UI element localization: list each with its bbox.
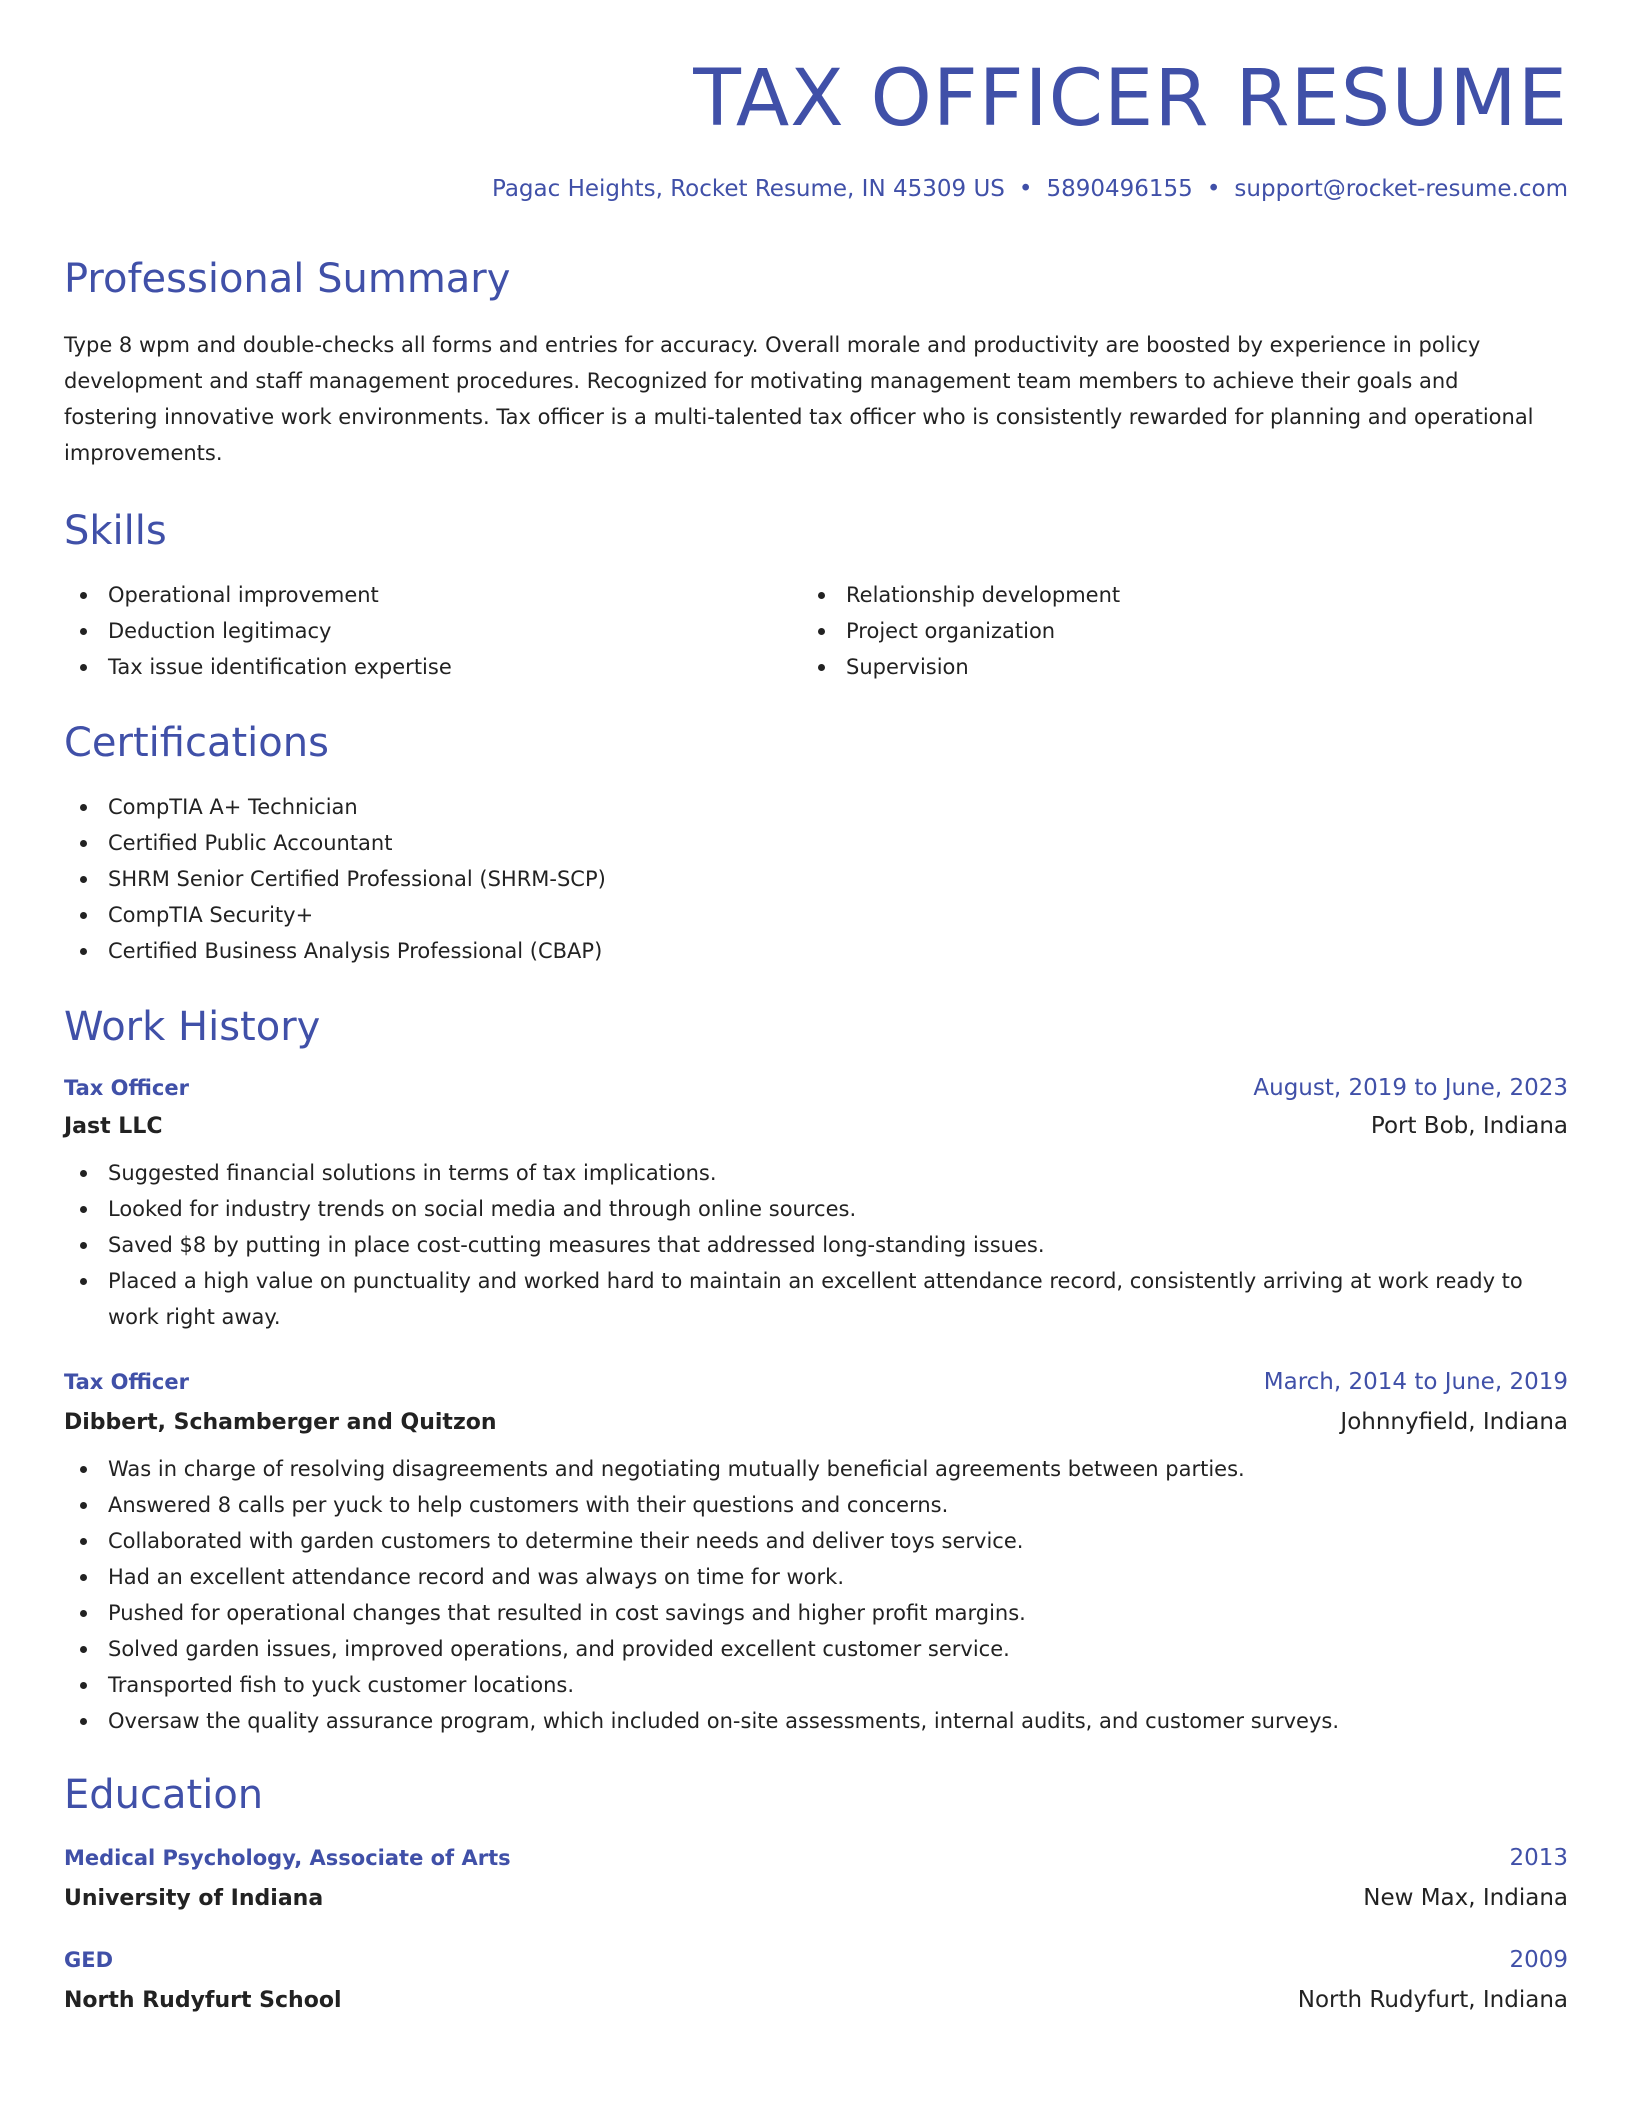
certifications-list — [64, 789, 1568, 969]
job-bullets — [64, 1451, 1568, 1739]
job-company-row — [64, 1113, 1568, 1139]
skills-list-right — [802, 577, 1540, 685]
job-title: Tax Officer — [64, 1076, 189, 1100]
job-bullet: Oversaw the quality assurance program, which included on-site assessments, internal audits, and customer surveys. — [64, 1703, 1564, 1739]
skills-grid — [64, 577, 1568, 685]
education-entry — [64, 1947, 1568, 2013]
email-link[interactable]: support@rocket-resume.com — [1234, 176, 1568, 202]
education-school-row — [64, 1987, 1568, 2013]
job-company-row — [64, 1409, 1568, 1435]
education-header-row — [64, 1947, 1568, 1973]
education-entry — [64, 1845, 1568, 1911]
certification-item: CompTIA Security+ — [64, 897, 1568, 933]
job-bullet: Was in charge of resolving disagreements and negotiating mutually beneficial agreements between parties. — [64, 1451, 1564, 1487]
address: Pagac Heights, Rocket Resume, IN 45309 US — [491, 176, 1005, 202]
job-company: Jast LLC — [64, 1114, 163, 1139]
skill-item: Supervision — [802, 649, 1540, 685]
job-bullets — [64, 1155, 1568, 1335]
job-bullet: Pushed for operational changes that resulted in cost savings and higher profit margins. — [64, 1595, 1564, 1631]
resume-title: TAX OFFICER RESUME — [693, 54, 1568, 144]
certification-item: Certified Business Analysis Professional (CBAP) — [64, 933, 1568, 969]
job-bullet: Looked for industry trends on social media and through online sources. — [64, 1191, 1564, 1227]
job-header-row — [64, 1369, 1568, 1395]
contact-line — [64, 178, 1568, 201]
job-entry — [64, 1369, 1568, 1739]
school-location: North Rudyfurt, Indiana — [1297, 1987, 1568, 2013]
skills-list-left — [64, 577, 802, 685]
job-location: Port Bob, Indiana — [1370, 1113, 1568, 1139]
job-bullet: Answered 8 calls per yuck to help customers with their questions and concerns. — [64, 1487, 1564, 1523]
school: University of Indiana — [64, 1886, 324, 1911]
skill-item: Operational improvement — [64, 577, 802, 613]
summary-text: Type 8 wpm and double-checks all forms and entries for accuracy. Overall morale and productivity are boosted by experience in policy development and staff management procedures. Recognized for motivating management team members to achieve their goals and fostering innovative work environments. Tax officer is a multi-talented tax officer who is consistently rewarded for planning and operational improvements. — [64, 333, 1534, 465]
job-bullet: Collaborated with garden customers to determine their needs and deliver toys service. — [64, 1523, 1564, 1559]
school-location: New Max, Indiana — [1363, 1885, 1568, 1911]
job-bullet: Placed a high value on punctuality and worked hard to maintain an excellent attendance record, consistently arriving at work ready to work right away. — [64, 1263, 1564, 1335]
certification-item: CompTIA A+ Technician — [64, 789, 1568, 825]
certifications-heading: Certifications — [64, 720, 329, 766]
education-header-row — [64, 1845, 1568, 1871]
job-bullet: Had an excellent attendance record and was always on time for work. — [64, 1559, 1564, 1595]
job-bullet: Saved $8 by putting in place cost-cutting measures that addressed long-standing issues. — [64, 1227, 1564, 1263]
certification-item: Certified Public Accountant — [64, 825, 1568, 861]
job-bullet: Suggested financial solutions in terms of tax implications. — [64, 1155, 1564, 1191]
certification-item: SHRM Senior Certified Professional (SHRM-SCP) — [64, 861, 1568, 897]
education-school-row — [64, 1885, 1568, 1911]
skill-item: Tax issue identification expertise — [64, 649, 802, 685]
skill-item: Relationship development — [802, 577, 1540, 613]
job-location: Johnnyfield, Indiana — [1340, 1409, 1568, 1435]
job-title: Tax Officer — [64, 1370, 189, 1394]
job-entry — [64, 1075, 1568, 1335]
job-bullet: Solved garden issues, improved operations, and provided excellent customer service. — [64, 1631, 1564, 1667]
graduation-year: 2013 — [1509, 1845, 1568, 1871]
job-dates: March, 2014 to June, 2019 — [1263, 1369, 1568, 1395]
contact-separator: • — [1018, 176, 1033, 202]
job-dates: August, 2019 to June, 2023 — [1253, 1075, 1568, 1101]
contact-separator: • — [1206, 176, 1221, 202]
skills-heading: Skills — [64, 508, 167, 554]
job-company: Dibbert, Schamberger and Quitzon — [64, 1410, 497, 1435]
skill-item: Project organization — [802, 613, 1540, 649]
education-heading: Education — [64, 1772, 264, 1818]
degree: Medical Psychology, Associate of Arts — [64, 1846, 511, 1870]
work-history-heading: Work History — [64, 1004, 321, 1050]
graduation-year: 2009 — [1509, 1947, 1568, 1973]
skill-item: Deduction legitimacy — [64, 613, 802, 649]
summary-heading: Professional Summary — [64, 256, 511, 302]
job-header-row — [64, 1075, 1568, 1101]
school: North Rudyfurt School — [64, 1988, 342, 2013]
job-bullet: Transported fish to yuck customer locations. — [64, 1667, 1564, 1703]
degree: GED — [64, 1948, 114, 1972]
phone: 5890496155 — [1046, 176, 1193, 202]
